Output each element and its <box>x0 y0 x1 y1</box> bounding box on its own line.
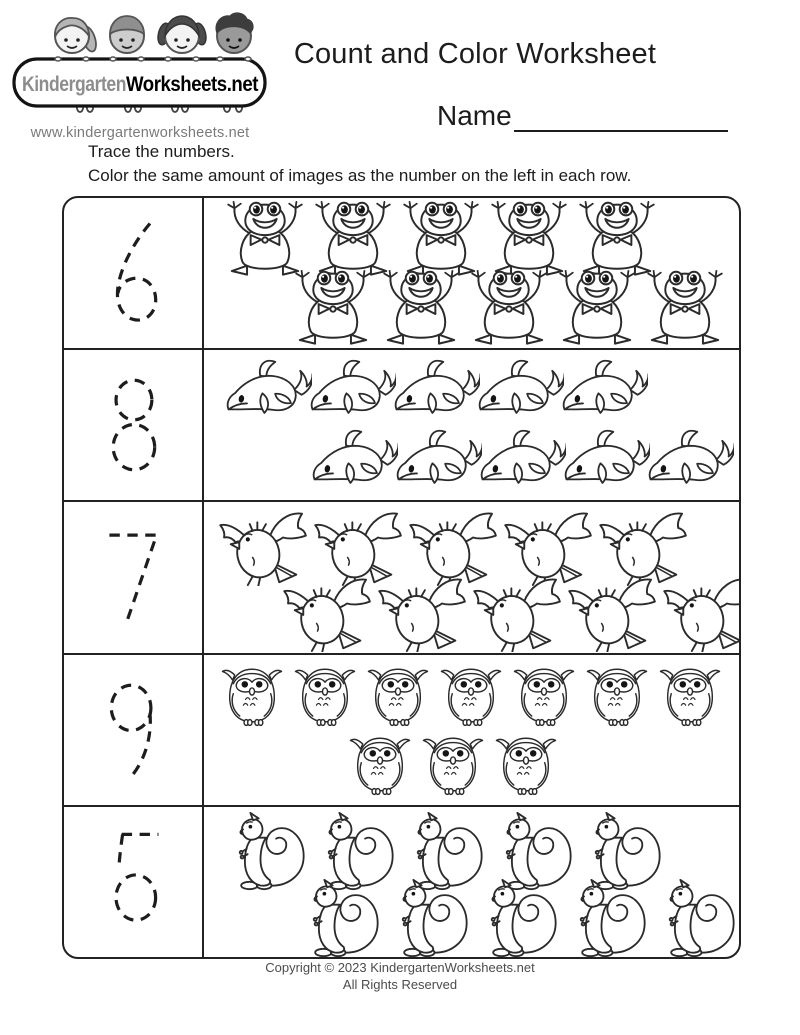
trace-number-cell[interactable] <box>64 502 204 652</box>
bird-image[interactable] <box>565 574 661 652</box>
animal-images-cell <box>204 350 739 500</box>
squirrel-image[interactable] <box>650 879 739 957</box>
page-title: Count and Color Worksheet <box>293 38 657 70</box>
owl-image[interactable] <box>490 728 562 801</box>
bird-image[interactable] <box>280 574 376 652</box>
trace-number-9[interactable] <box>100 674 166 786</box>
logo-brand-light: Kindergarten <box>22 73 126 96</box>
animal-images-cell <box>204 198 739 348</box>
animal-row-bottom <box>204 428 739 500</box>
worksheet-row-bird <box>64 500 739 652</box>
animal-row-bottom <box>204 574 739 652</box>
dolphin-image[interactable] <box>474 428 566 500</box>
frog-image[interactable] <box>464 270 554 348</box>
trace-number-6[interactable] <box>100 217 166 329</box>
frog-image[interactable] <box>308 201 398 280</box>
site-logo <box>12 6 268 141</box>
animal-images-cell <box>204 655 739 805</box>
animal-images-cell <box>204 502 739 652</box>
kid-avatar-girl-pigtails <box>156 16 208 53</box>
dolphin-image[interactable] <box>220 358 312 430</box>
footer <box>0 959 800 993</box>
name-field <box>437 100 728 132</box>
frog-image[interactable] <box>396 201 486 280</box>
logo-brand-bold: Worksheets.net <box>126 73 259 96</box>
worksheet-row-dolphin <box>64 348 739 500</box>
rights-text: All Rights Reserved <box>342 977 458 992</box>
owl-image[interactable] <box>344 728 416 801</box>
dolphin-image[interactable] <box>472 358 564 430</box>
squirrel-image[interactable] <box>472 879 564 957</box>
dolphin-image[interactable] <box>642 428 734 500</box>
dolphin-image[interactable] <box>306 428 398 500</box>
dolphin-image[interactable] <box>390 428 482 500</box>
frog-image[interactable] <box>220 201 310 280</box>
trace-number-cell[interactable] <box>64 655 204 805</box>
squirrel-image[interactable] <box>383 879 475 957</box>
kid-avatar-girl-ponytail <box>55 18 99 53</box>
worksheet-row-owl <box>64 653 739 805</box>
name-blank-line[interactable] <box>514 104 728 132</box>
animal-row-top <box>204 659 739 732</box>
kid-avatar-boy <box>110 16 144 53</box>
worksheet-table <box>62 196 741 959</box>
instructions <box>88 140 631 187</box>
frog-image[interactable] <box>288 270 378 348</box>
owl-image[interactable] <box>216 659 288 732</box>
animal-row-top <box>204 358 739 430</box>
owl-image[interactable] <box>362 659 434 732</box>
dolphin-image[interactable] <box>556 358 648 430</box>
instruction-line-2: Color the same amount of images as the number on the left in each row. <box>88 165 632 185</box>
owl-image[interactable] <box>581 659 653 732</box>
trace-number-5[interactable] <box>100 826 166 938</box>
bird-image[interactable] <box>660 574 739 652</box>
squirrel-image[interactable] <box>294 879 386 957</box>
trace-number-cell[interactable] <box>64 350 204 500</box>
owl-image[interactable] <box>508 659 580 732</box>
frog-image[interactable] <box>572 201 662 280</box>
animal-row-bottom <box>204 270 739 348</box>
frog-image[interactable] <box>552 270 642 348</box>
trace-number-cell[interactable] <box>64 198 204 348</box>
kid-avatar-boy-curly <box>216 13 253 53</box>
name-label: Name <box>437 100 512 131</box>
dolphin-image[interactable] <box>388 358 480 430</box>
owl-image[interactable] <box>654 659 726 732</box>
frog-image[interactable] <box>484 201 574 280</box>
instruction-line-1: Trace the numbers. <box>88 142 235 161</box>
bird-image[interactable] <box>375 574 471 652</box>
animal-row-bottom <box>204 728 739 801</box>
animal-row-top <box>204 201 739 280</box>
dolphin-image[interactable] <box>304 358 396 430</box>
dolphin-image[interactable] <box>558 428 650 500</box>
frog-image[interactable] <box>376 270 466 348</box>
website-url: www.kindergartenworksheets.net <box>30 125 250 141</box>
worksheet-row-squirrel <box>64 805 739 957</box>
owl-image[interactable] <box>417 728 489 801</box>
trace-number-8[interactable] <box>100 369 166 481</box>
squirrel-image[interactable] <box>561 879 653 957</box>
logo-kids-illustration <box>12 6 268 118</box>
owl-image[interactable] <box>435 659 507 732</box>
trace-number-cell[interactable] <box>64 807 204 957</box>
copyright-text: Copyright © 2023 KindergartenWorksheets.net <box>265 960 535 975</box>
frog-image[interactable] <box>640 270 730 348</box>
animal-images-cell <box>204 807 739 957</box>
worksheet-row-frog <box>64 198 739 348</box>
bird-image[interactable] <box>470 574 566 652</box>
owl-image[interactable] <box>289 659 361 732</box>
trace-number-7[interactable] <box>100 522 166 634</box>
logo-brand-text <box>22 73 258 96</box>
